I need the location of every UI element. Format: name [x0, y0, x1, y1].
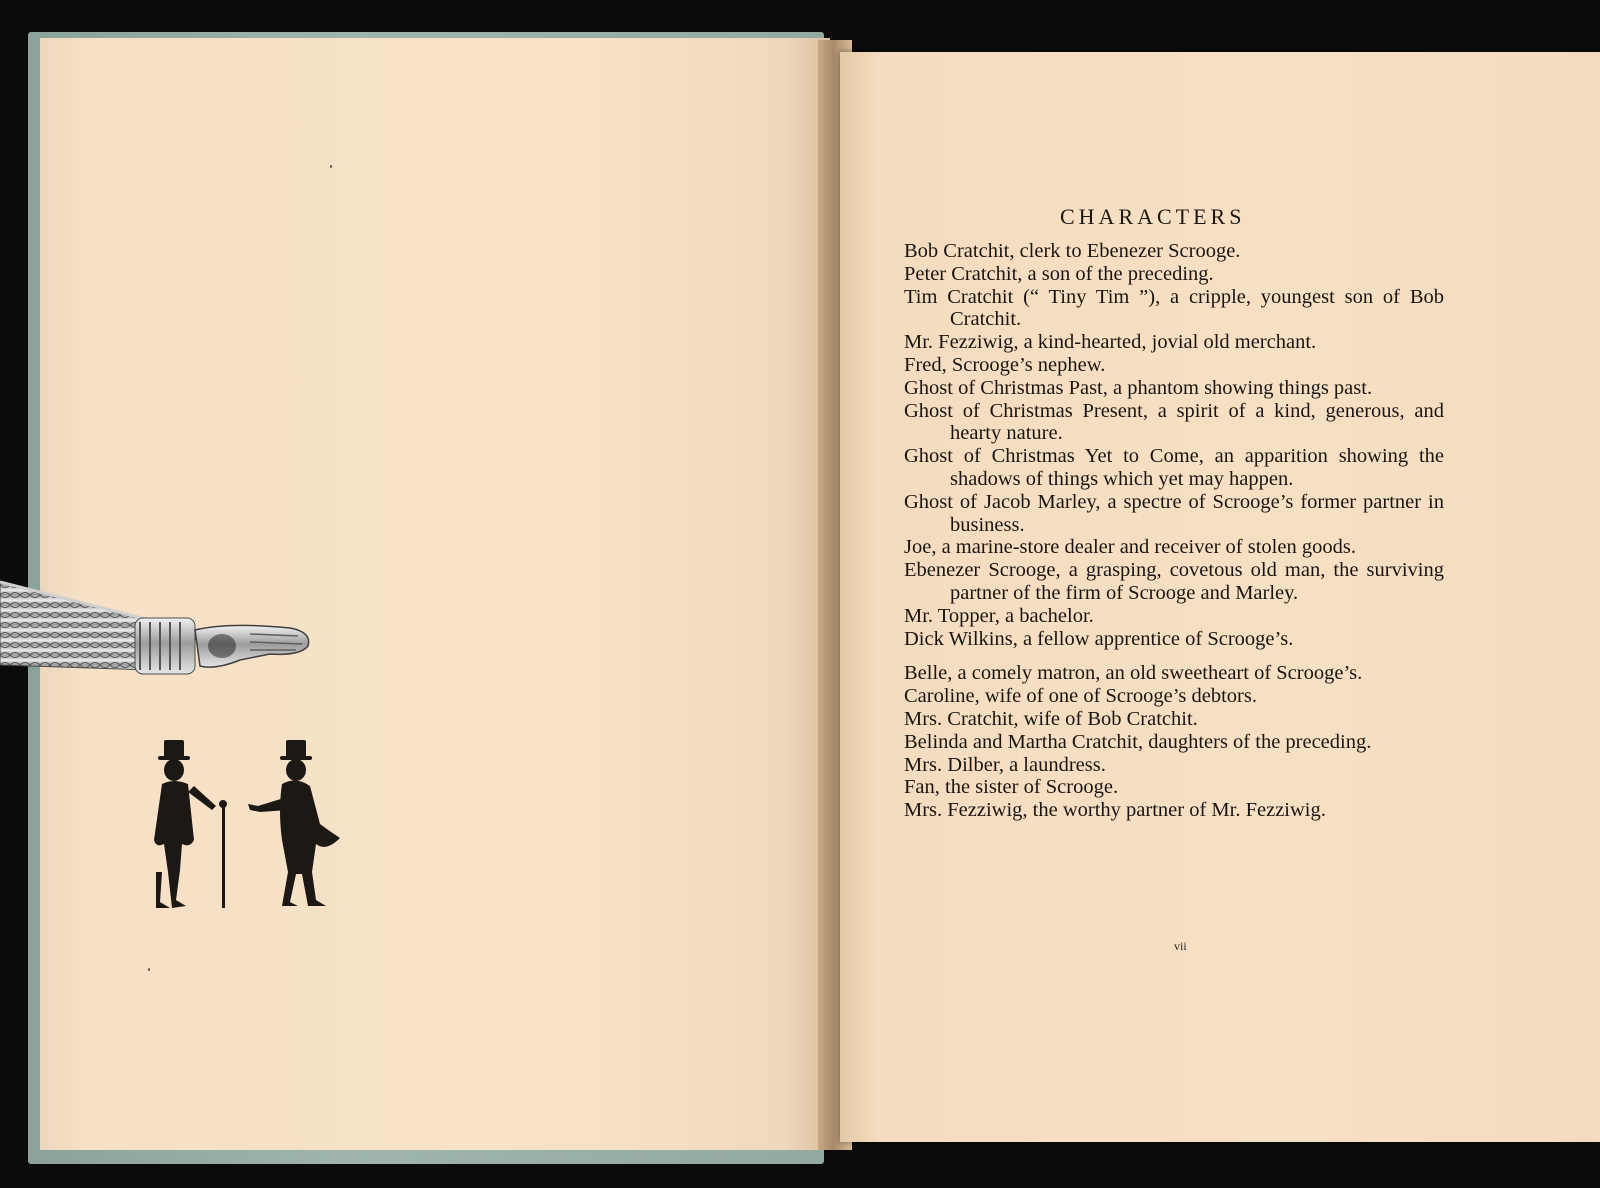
list-item: Tim Cratchit (“ Tiny Tim ”), a cripple, youngest son of Bob Cratchit. [904, 285, 1444, 331]
list-item: Belle, a comely matron, an old sweetheart of Scrooge’s. [904, 662, 1363, 685]
list-item: Mr. Topper, a bachelor. [904, 604, 1094, 627]
paper-speck [330, 165, 332, 168]
list-item: Ebenezer Scrooge, a grasping, covetous old man, the surviving partner of the firm of Scrooge and Marley. [904, 559, 1444, 604]
page-number: vii [1174, 939, 1187, 953]
list-item: Joe, a marine-store dealer and receiver of stolen goods. [904, 536, 1356, 559]
paper-speck [148, 968, 150, 971]
list-item: Fan, the sister of Scrooge. [904, 776, 1119, 799]
list-item: Ghost of Christmas Present, a spirit of a kind, generous, and hearty nature. [904, 399, 1444, 445]
page-heading: CHARACTERS [1060, 204, 1246, 229]
character-list [904, 240, 1444, 822]
list-item: Fred, Scrooge’s nephew. [904, 353, 1106, 376]
list-item: Mrs. Fezziwig, the worthy partner of Mr. Fezziwig. [904, 799, 1326, 822]
list-item: Dick Wilkins, a fellow apprentice of Scrooge’s. [904, 627, 1294, 650]
list-item: Caroline, wife of one of Scrooge’s debtors. [904, 685, 1257, 708]
list-item: Belinda and Martha Cratchit, daughters of the preceding. [904, 730, 1372, 753]
list-item: Ghost of Jacob Marley, a spectre of Scrooge’s former partner in business. [904, 490, 1444, 536]
list-item: Mrs. Dilber, a laundress. [904, 753, 1106, 776]
list-item: Mr. Fezziwig, a kind-hearted, jovial old merchant. [904, 331, 1317, 354]
list-item: Peter Cratchit, a son of the preceding. [904, 262, 1214, 285]
list-item: Ghost of Christmas Yet to Come, an apparition showing the shadows of things which yet may happen. [904, 445, 1444, 490]
sugar-tongs [0, 570, 320, 690]
silhouette-illustration [150, 740, 360, 915]
list-item: Bob Cratchit, clerk to Ebenezer Scrooge. [904, 240, 1241, 262]
list-item: Ghost of Christmas Past, a phantom showing things past. [904, 376, 1373, 399]
list-item: Mrs. Cratchit, wife of Bob Cratchit. [904, 707, 1198, 730]
